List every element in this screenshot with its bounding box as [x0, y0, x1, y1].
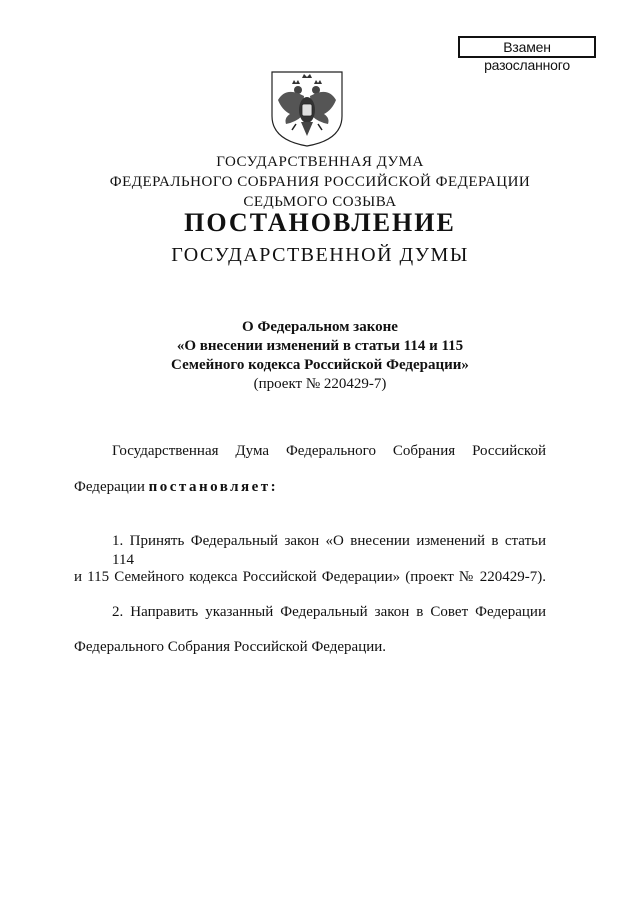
item-1-line-1: 1. Принять Федеральный закон «О внесении изменений в статьи 114 — [112, 533, 546, 568]
header-line-3: СЕДЬМОГО СОЗЫВА — [243, 194, 397, 210]
bill-number: (проект № 220429-7) — [253, 376, 387, 392]
preamble-line-1: Государственная Дума Федерального Собрания Российской — [112, 443, 546, 459]
item-2-line-2: Федерального Собрания Российской Федерации. — [74, 639, 387, 655]
distribution-stamp: Взамен разосланного — [458, 36, 596, 58]
preamble-line-2 — [74, 478, 546, 497]
header-line-2: ФЕДЕРАЛЬНОГО СОБРАНИЯ РОССИЙСКОЙ ФЕДЕРАЦИИ — [109, 174, 531, 190]
document-issuer: ГОСУДАРСТВЕННОЙ ДУМЫ — [171, 244, 469, 266]
document-type: ПОСТАНОВЛЕНИЕ — [184, 208, 456, 237]
header-line-1: ГОСУДАРСТВЕННАЯ ДУМА — [216, 154, 424, 170]
item-1-line-2: и 115 Семейного кодекса Российской Федерации» (проект № 220429-7). — [74, 569, 546, 585]
title-line-1: О Федеральном законе — [242, 319, 398, 335]
coat-of-arms-icon — [268, 70, 346, 148]
preamble-federation: Федерации — [74, 479, 145, 495]
title-line-3: Семейного кодекса Российской Федерации» — [171, 357, 469, 373]
title-line-2: «О внесении изменений в статьи 114 и 115 — [176, 338, 464, 354]
item-2-line-1: 2. Направить указанный Федеральный закон в Совет Федерации — [112, 604, 546, 620]
resolves-keyword: постановляет: — [148, 479, 279, 495]
